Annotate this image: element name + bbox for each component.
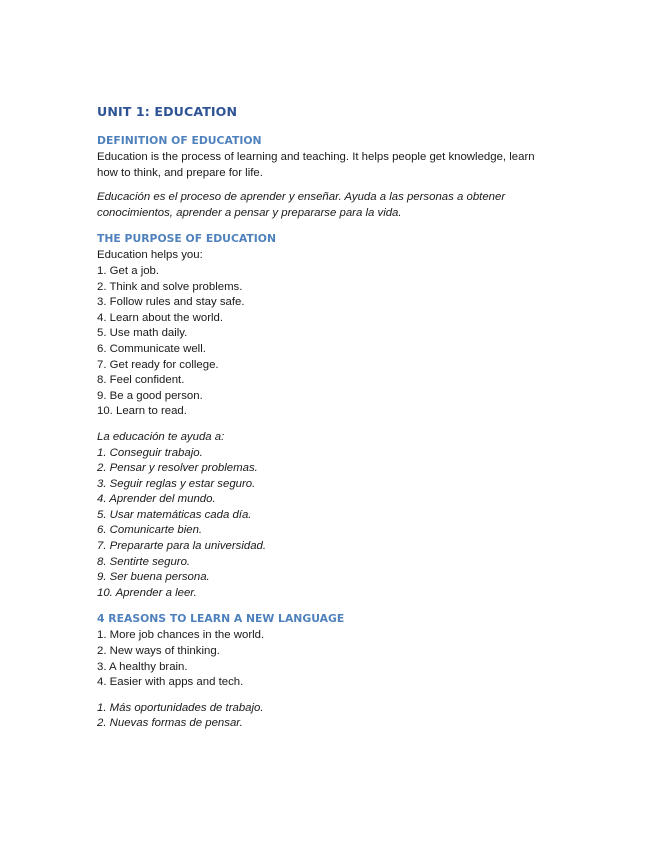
- language-spanish-list: [97, 701, 567, 732]
- purpose-english-item: 2. Think and solve problems.: [97, 280, 243, 293]
- document-page: [97, 103, 567, 743]
- definition-english-line: how to think, and prepare for life.: [97, 166, 263, 179]
- language-english-item: 4. Easier with apps and tech.: [97, 676, 244, 689]
- purpose-spanish-item: 10. Aprender a leer.: [97, 586, 197, 599]
- purpose-english-item: 3. Follow rules and stay safe.: [97, 296, 245, 309]
- language-english-item: 1. More job chances in the world.: [97, 629, 265, 642]
- language-english-item: 2. New ways of thinking.: [97, 645, 220, 658]
- purpose-spanish-item: 4. Aprender del mundo.: [97, 493, 216, 506]
- definition-spanish-line: Educación es el proceso de aprender y enseñar. Ayuda a las personas a obtener: [97, 191, 506, 204]
- purpose-spanish-item: 1. Conseguir trabajo.: [97, 446, 203, 459]
- language-english-item: 3. A healthy brain.: [97, 660, 188, 673]
- purpose-spanish-item: 6. Comunicarte bien.: [97, 524, 203, 537]
- language-english-list: [97, 628, 567, 690]
- definition-spanish-line: conocimientos, aprender a pensar y prepararse para la vida.: [97, 206, 402, 219]
- purpose-spanish-item: 8. Sentirte seguro.: [97, 555, 191, 568]
- purpose-english-item: 9. Be a good person.: [97, 389, 203, 402]
- purpose-spanish-item: 9. Ser buena persona.: [97, 571, 210, 584]
- purpose-english-item: 8. Feel confident.: [97, 374, 185, 387]
- purpose-spanish-list: [97, 430, 567, 602]
- definition-spanish-paragraph: [97, 190, 567, 221]
- purpose-english-intro: Education helps you:: [97, 249, 203, 262]
- purpose-heading: THE PURPOSE OF EDUCATION: [97, 232, 276, 246]
- purpose-english-list: [97, 248, 567, 420]
- language-spanish-item: 1. Más oportunidades de trabajo.: [97, 701, 264, 714]
- purpose-spanish-intro: La educación te ayuda a:: [97, 430, 225, 443]
- purpose-english-item: 1. Get a job.: [97, 264, 160, 277]
- purpose-english-item: 4. Learn about the world.: [97, 311, 224, 324]
- language-heading: 4 REASONS TO LEARN A NEW LANGUAGE: [97, 612, 345, 626]
- definition-english-paragraph: [97, 150, 567, 181]
- definition-english-line: Education is the process of learning and teaching. It helps people get knowledge, learn: [97, 151, 535, 163]
- purpose-english-item: 6. Communicate well.: [97, 342, 206, 355]
- purpose-spanish-item: 7. Prepararte para la universidad.: [97, 540, 267, 553]
- unit-title: UNIT 1: EDUCATION: [97, 104, 238, 119]
- definition-heading: DEFINITION OF EDUCATION: [97, 134, 262, 147]
- purpose-english-item: 7. Get ready for college.: [97, 358, 219, 371]
- purpose-english-item: 10. Learn to read.: [97, 405, 187, 418]
- language-spanish-item: 2. Nuevas formas de pensar.: [97, 717, 243, 730]
- purpose-spanish-item: 2. Pensar y resolver problemas.: [97, 462, 258, 475]
- purpose-spanish-item: 5. Usar matemáticas cada día.: [97, 508, 252, 521]
- purpose-spanish-item: 3. Seguir reglas y estar seguro.: [97, 477, 256, 490]
- purpose-english-item: 5. Use math daily.: [97, 327, 188, 340]
